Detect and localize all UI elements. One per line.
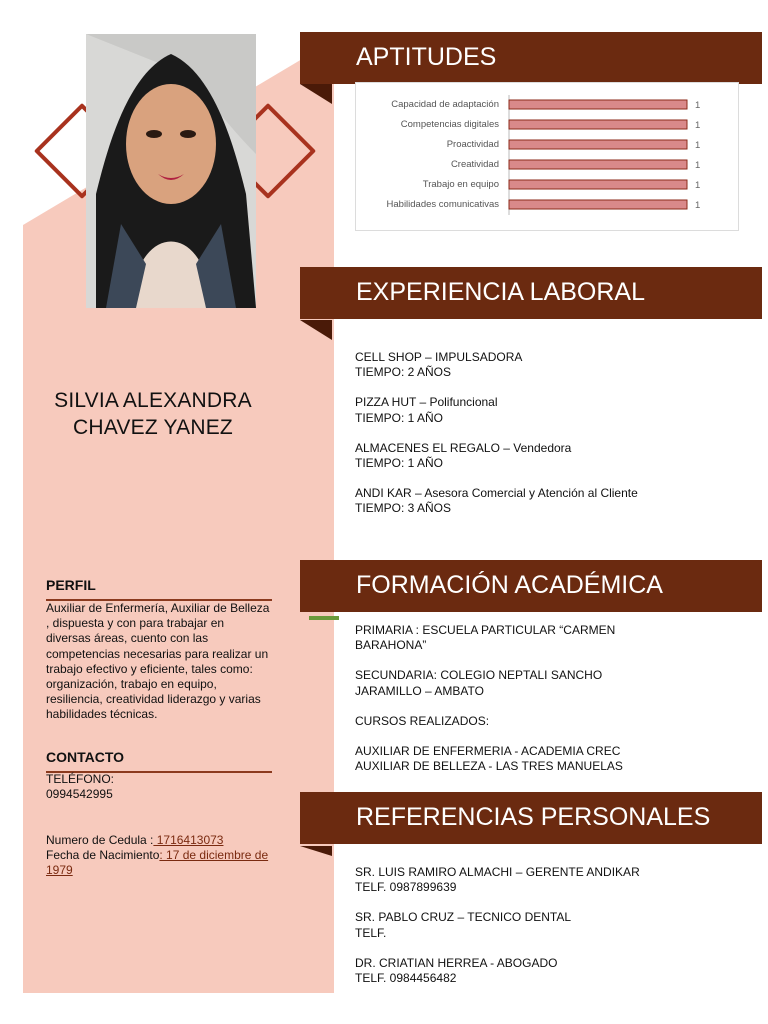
experiencia-banner-fold xyxy=(300,320,332,340)
chart-bar xyxy=(509,180,687,189)
aptitudes-chart xyxy=(355,82,739,231)
aptitudes-banner xyxy=(300,32,762,84)
contacto-heading: CONTACTO xyxy=(46,749,125,765)
chart-data-label: 1 xyxy=(695,200,701,211)
referencias-banner xyxy=(300,792,762,844)
experiencia-list xyxy=(355,350,655,532)
experiencia-banner xyxy=(300,267,762,319)
perfil-text: Auxiliar de Enfermería, Auxiliar de Belleza , dispuesta y con para trabajar en diversas áreas, cuento con las competencias necesarias para realizar un trabajo efectivo y eficiente, tales como: organización, trabajo en equipo, resiliencia, creatividad liderazgo y varias habilidades técnicas. xyxy=(46,601,270,722)
phone-label: TELÉFONO: xyxy=(46,772,115,786)
curso-item: AUXILIAR DE BELLEZA - LAS TRES MANUELAS xyxy=(355,759,623,774)
reference-item xyxy=(355,910,655,940)
chart-bar xyxy=(509,140,687,149)
chart-bar xyxy=(509,200,687,209)
chart-bar xyxy=(509,120,687,129)
reference-item xyxy=(355,956,655,986)
name-line-2: CHAVEZ YANEZ xyxy=(73,416,233,439)
contacto-block xyxy=(46,772,271,802)
chart-category-label: Creatividad xyxy=(450,159,499,170)
candidate-name xyxy=(28,387,278,441)
id-block xyxy=(46,833,271,879)
formacion-banner xyxy=(300,560,762,612)
chart-category-label: Habilidades comunicativas xyxy=(386,199,499,210)
birth-value: : 17 de diciembre de 1979 xyxy=(46,848,269,878)
job-item xyxy=(355,395,655,425)
formacion-list xyxy=(355,623,645,774)
aptitudes-chart-svg xyxy=(356,83,738,230)
reference-phone: TELF. xyxy=(355,925,387,940)
phone-value: 0994542995 xyxy=(46,787,113,802)
birth-label: Fecha de Nacimiento xyxy=(46,848,160,863)
chart-category-label: Proactividad xyxy=(446,139,499,150)
job-title: ANDI KAR – Asesora Comercial y Atención al Cliente xyxy=(355,486,638,501)
clipped-text-fragment xyxy=(46,893,271,900)
chart-data-label: 1 xyxy=(695,100,701,111)
chart-data-label: 1 xyxy=(695,120,701,131)
reference-phone: TELF. 0987899639 xyxy=(355,880,457,895)
chart-data-label: 1 xyxy=(695,160,701,171)
chart-category-label: Capacidad de adaptación xyxy=(391,99,499,110)
job-title: CELL SHOP – IMPULSADORA xyxy=(355,350,523,364)
job-time: TIEMPO: 1 AÑO xyxy=(355,456,444,471)
chart-data-label: 1 xyxy=(695,140,701,151)
chart-bar xyxy=(509,160,687,169)
formacion-accent-line xyxy=(309,616,339,620)
aptitudes-title: APTITUDES xyxy=(356,43,497,71)
referencias-list xyxy=(355,865,655,1001)
profile-photo xyxy=(86,34,256,308)
cursos-label: CURSOS REALIZADOS: xyxy=(355,713,490,728)
reference-item xyxy=(355,865,655,895)
job-item xyxy=(355,350,655,380)
cursos-items xyxy=(355,744,645,774)
referencias-banner-fold xyxy=(300,846,332,856)
job-item xyxy=(355,486,640,516)
experiencia-title: EXPERIENCIA LABORAL xyxy=(356,278,646,306)
secundaria-item: SECUNDARIA: COLEGIO NEPTALI SANCHO JARAMILLO – AMBATO xyxy=(355,668,603,698)
reference-name: DR. CRIATIAN HERREA - ABOGADO xyxy=(355,955,558,970)
reference-phone: TELF. 0984456482 xyxy=(355,971,457,986)
aptitudes-banner-fold xyxy=(300,84,332,104)
chart-data-label: 1 xyxy=(695,180,701,191)
name-line-1: SILVIA ALEXANDRA xyxy=(54,389,252,412)
job-title: ALMACENES EL REGALO – Vendedora xyxy=(355,440,572,455)
reference-name: SR. LUIS RAMIRO ALMACHI – GERENTE ANDIKAR xyxy=(355,865,640,879)
formacion-title: FORMACIÓN ACADÉMICA xyxy=(356,571,663,599)
cedula-value: 1716413073 xyxy=(153,833,224,847)
job-time: TIEMPO: 2 AÑOS xyxy=(355,365,452,380)
chart-category-label: Competencias digitales xyxy=(400,119,499,130)
chart-bar xyxy=(509,100,687,109)
curso-item: AUXILIAR DE ENFERMERIA - ACADEMIA CREC xyxy=(355,744,621,759)
chart-category-label: Trabajo en equipo xyxy=(422,179,499,190)
job-time: TIEMPO: 3 AÑOS xyxy=(355,501,452,516)
referencias-title: REFERENCIAS PERSONALES xyxy=(356,803,711,831)
job-time: TIEMPO: 1 AÑO xyxy=(355,410,444,425)
job-title: PIZZA HUT – Polifuncional xyxy=(355,395,498,410)
job-item xyxy=(355,441,655,471)
reference-name: SR. PABLO CRUZ – TECNICO DENTAL xyxy=(355,910,572,925)
perfil-heading: PERFIL xyxy=(46,577,96,593)
primaria-item: PRIMARIA : ESCUELA PARTICULAR “CARMEN BARAHONA” xyxy=(355,623,616,653)
cedula-label: Numero de Cedula : xyxy=(46,833,154,847)
